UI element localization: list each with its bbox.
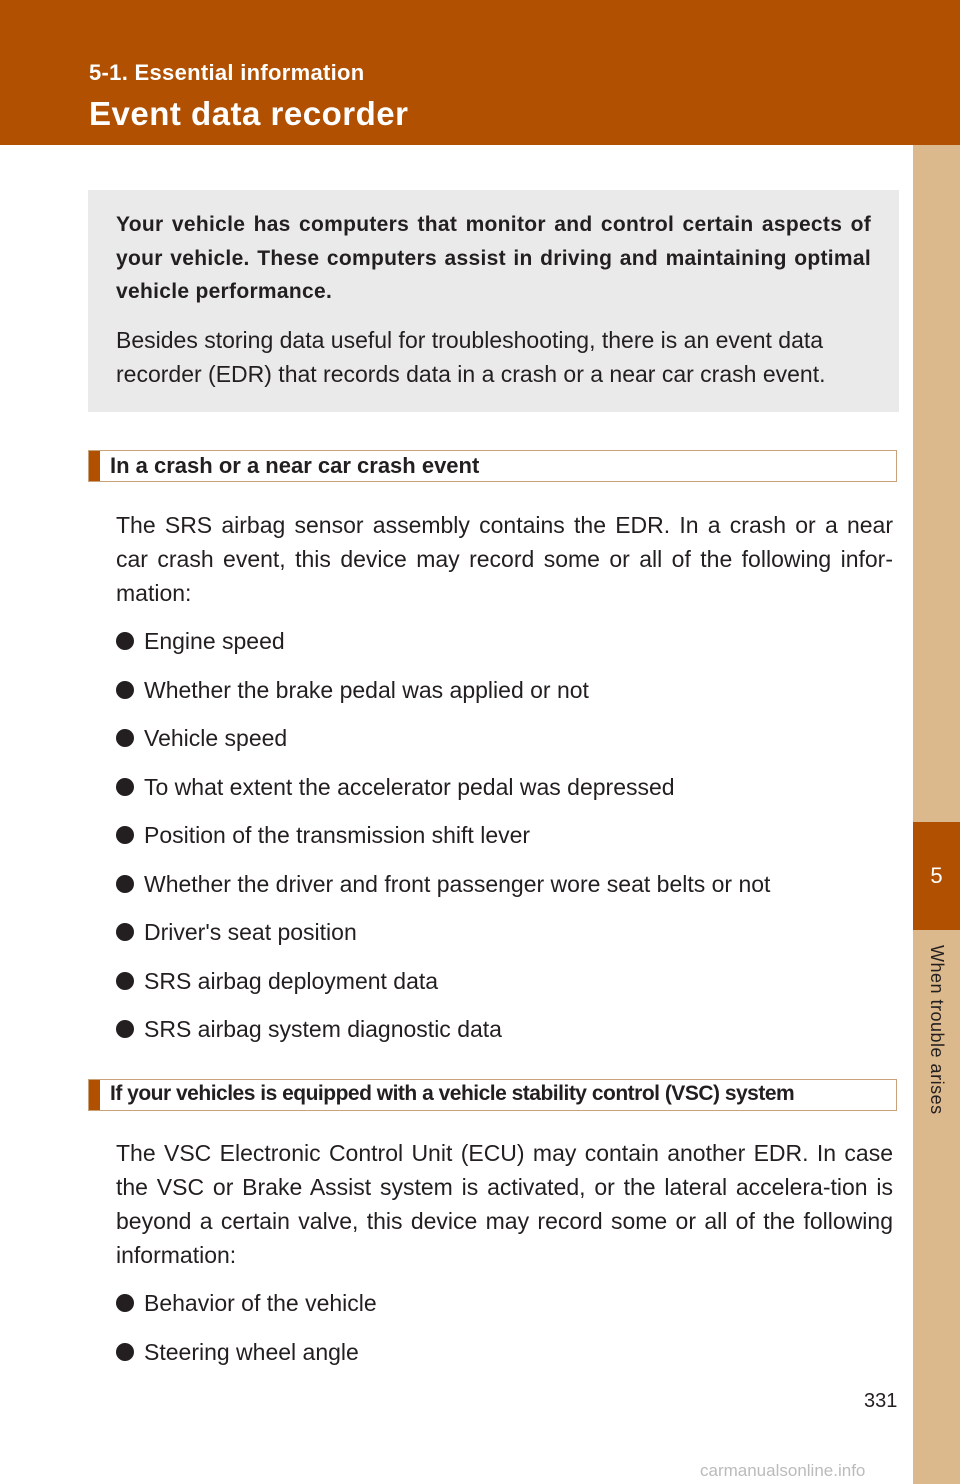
bullet-icon (116, 972, 134, 990)
list-item: Vehicle speed (116, 723, 770, 772)
bullet-icon (116, 1294, 134, 1312)
heading-accent-bar (89, 1080, 100, 1110)
section-heading-text: If your vehicles is equipped with a vehicle stability control (VSC) system (110, 1082, 795, 1105)
page-title: Event data recorder (89, 95, 409, 132)
section-label: 5-1. Essential information (89, 60, 365, 85)
intro-box (88, 190, 899, 412)
list-item: Position of the transmission shift lever (116, 820, 770, 869)
section-heading-text: In a crash or a near car crash event (110, 453, 480, 478)
bullet-icon (116, 1343, 134, 1361)
section1-paragraph: The SRS airbag sensor assembly contains the EDR. In a crash or a near car crash event, this device may record some or all of the following infor-mation: (116, 512, 893, 606)
list-item: Whether the brake pedal was applied or not (116, 675, 770, 724)
list-item: SRS airbag system diagnostic data (116, 1014, 770, 1063)
chapter-sidebar (913, 145, 960, 1484)
list-item: Driver's seat position (116, 917, 770, 966)
chapter-label: When trouble arises (927, 945, 947, 1115)
section2-list (116, 1288, 377, 1385)
bullet-icon (116, 875, 134, 893)
section-heading-crash (88, 450, 897, 482)
chapter-tab[interactable]: 5 (913, 822, 960, 930)
list-item: To what extent the accelerator pedal was depressed (116, 772, 770, 821)
list-item: Steering wheel angle (116, 1337, 377, 1386)
list-item: Behavior of the vehicle (116, 1288, 377, 1337)
bullet-icon (116, 826, 134, 844)
list-item: Engine speed (116, 626, 770, 675)
list-item: SRS airbag deployment data (116, 966, 770, 1015)
heading-accent-bar (89, 451, 100, 481)
bullet-icon (116, 632, 134, 650)
bullet-icon (116, 923, 134, 941)
intro-text: Besides storing data useful for troubleshooting, there is an event data recorder (EDR) that records data in a crash or a near car crash event. (116, 326, 826, 387)
page-header (0, 0, 960, 145)
section1-list (116, 626, 770, 1063)
section-heading-vsc (88, 1079, 897, 1111)
section2-paragraph: The VSC Electronic Control Unit (ECU) may contain another EDR. In case the VSC or Brake Assist system is activated, or the lateral accelera-tion is beyond a certain valve, this device may record some or all of the following information: (116, 1140, 893, 1268)
list-item: Whether the driver and front passenger wore seat belts or not (116, 869, 770, 918)
intro-bold-text: Your vehicle has computers that monitor and control certain aspects of your vehicle. These computers assist in driving and maintaining optimal vehicle performance. (116, 213, 871, 303)
bullet-icon (116, 778, 134, 796)
bullet-icon (116, 729, 134, 747)
watermark: carmanualsonline.info (700, 1461, 866, 1480)
bullet-icon (116, 1020, 134, 1038)
bullet-icon (116, 681, 134, 699)
page-number: 331 (864, 1390, 898, 1412)
